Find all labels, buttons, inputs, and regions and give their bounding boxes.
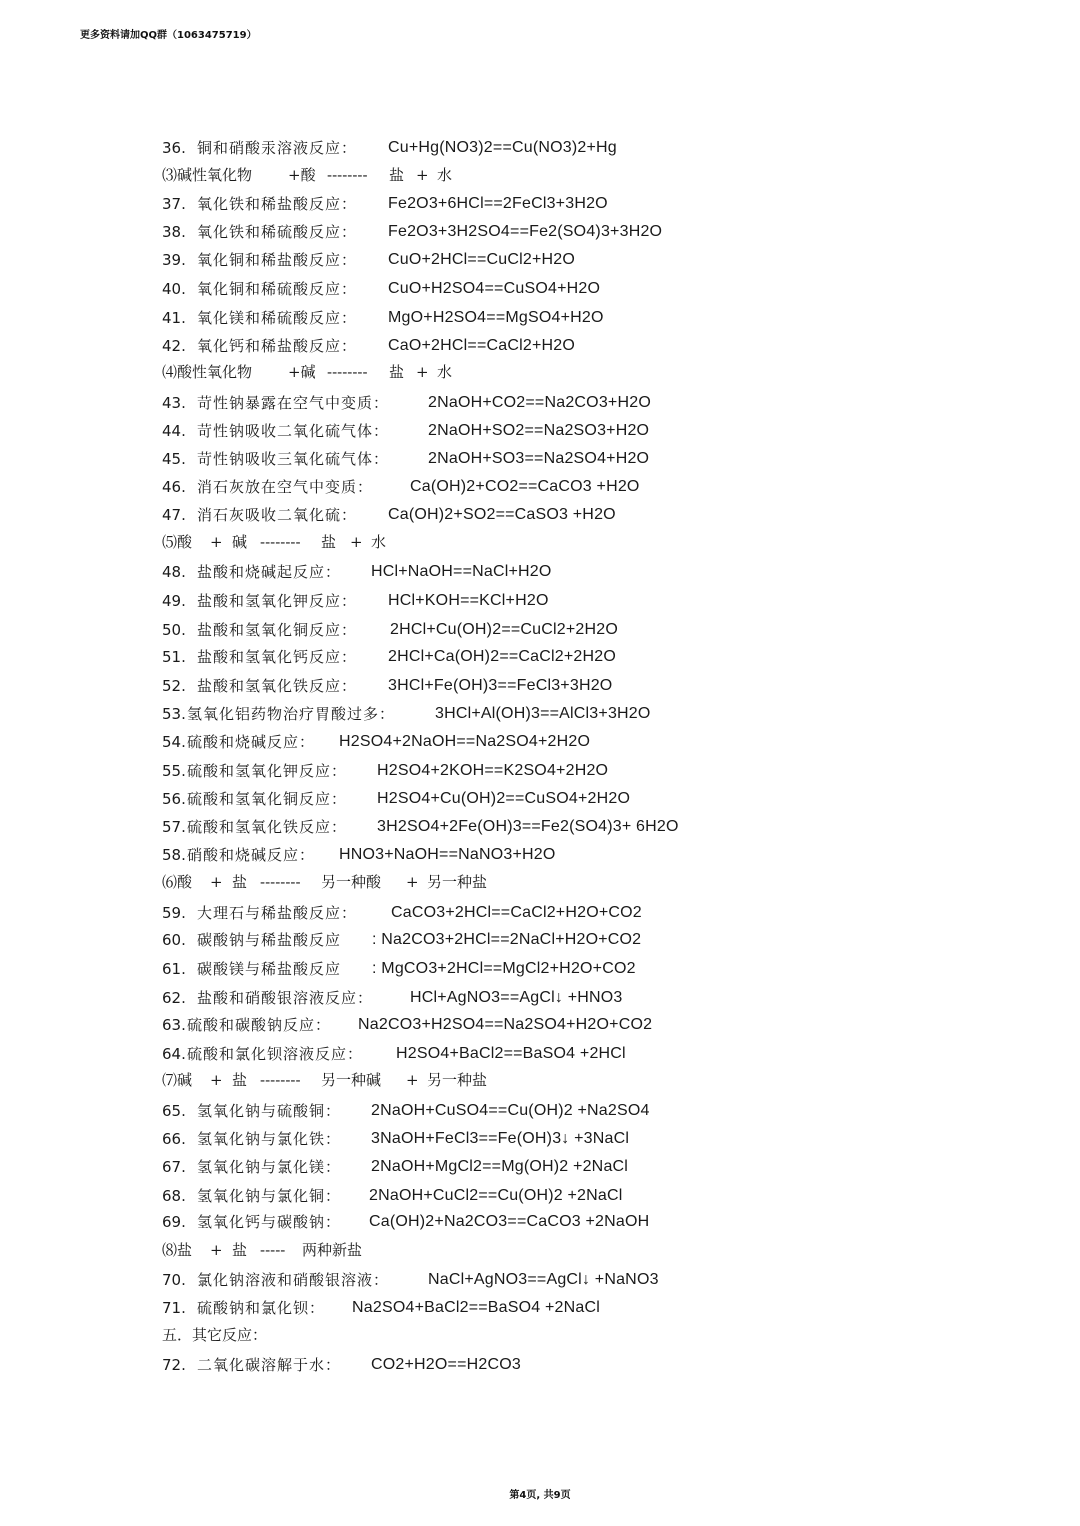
item-number: 71. [162, 1299, 186, 1317]
reaction-description: 盐酸和氢氧化钾反应： [197, 592, 358, 610]
item-number: 57. [162, 818, 186, 836]
chemical-equation: : Na2CO3+2HCl==2NaCl+H2O+CO2 [372, 931, 642, 948]
page-footer: 第4页, 共9页 [509, 1490, 571, 1501]
reaction-description: 氧化铜和稀盐酸反应： [197, 251, 358, 269]
chemical-equation: HNO3+NaOH==NaNO3+H2O [339, 846, 556, 863]
item-number: 51. [162, 648, 186, 666]
section-heading-part: + [406, 873, 419, 891]
item-number: 49. [162, 592, 186, 610]
item-number: 68. [162, 1187, 186, 1205]
chemical-equation: CaO+2HCl==CaCl2+H2O [388, 337, 575, 354]
item-number: 55. [162, 762, 186, 780]
reaction-description: 硫酸和氢氧化铜反应： [187, 790, 348, 808]
item-number: 62. [162, 989, 186, 1007]
reaction-description: 硫酸钠和氯化钡： [197, 1299, 326, 1317]
chemical-equation: Ca(OH)2+CO2==CaCO3 +H2O [410, 478, 640, 495]
reaction-description: 盐酸和氢氧化铁反应： [197, 677, 358, 695]
item-number: 65. [162, 1102, 186, 1120]
reaction-description: 氢氧化钠与氯化镁： [197, 1158, 342, 1176]
section-heading-part: 碱 [232, 533, 248, 551]
item-number: 48. [162, 563, 186, 581]
item-number: 66. [162, 1130, 186, 1148]
chemical-equation: MgO+H2SO4==MgSO4+H2O [388, 309, 604, 326]
section-heading-part: + [210, 1241, 223, 1259]
reaction-description: 硝酸和烧碱反应： [187, 846, 316, 864]
section-heading-part: 盐 [321, 533, 337, 551]
section-heading-part: -------- [260, 533, 301, 551]
item-number: 70. [162, 1271, 186, 1289]
section-heading-part: ⑺碱 [162, 1071, 193, 1089]
chemical-equation: 3HCl+Fe(OH)3==FeCl3+3H2O [388, 677, 613, 694]
chemical-equation: 2HCl+Ca(OH)2==CaCl2+2H2O [388, 648, 617, 665]
item-number: 59. [162, 904, 186, 922]
chemical-equation: H2SO4+Cu(OH)2==CuSO4+2H2O [377, 790, 631, 807]
section-heading-part: + [350, 533, 363, 551]
section-heading-part: + [210, 1071, 223, 1089]
section-heading-part: 两种新盐 [302, 1241, 363, 1259]
section-heading-part: 水 [371, 533, 387, 551]
reaction-description: 苛性钠吸收二氧化硫气体： [197, 422, 390, 440]
item-number: 43. [162, 394, 186, 412]
item-number: 52. [162, 677, 186, 695]
reaction-description: 盐酸和硝酸银溶液反应： [197, 989, 374, 1007]
chemical-equation: 2NaOH+MgCl2==Mg(OH)2 +2NaCl [371, 1158, 629, 1175]
section-heading-part: + [406, 1071, 419, 1089]
item-number: 56. [162, 790, 186, 808]
reaction-description: 盐酸和氢氧化铜反应： [197, 621, 358, 639]
section-heading-part: 盐 [389, 363, 405, 381]
reaction-description: 氧化铁和稀硫酸反应： [197, 223, 358, 241]
section-heading-part: -------- [327, 363, 368, 381]
chemical-equation: HCl+AgNO3==AgCl↓ +HNO3 [410, 989, 623, 1006]
section-heading-part: 另一种酸 [321, 873, 382, 891]
item-number: 53. [162, 705, 186, 723]
item-number: 46. [162, 478, 186, 496]
reaction-description: 氢氧化钠与氯化铁： [197, 1130, 342, 1148]
reaction-description: 硫酸和氯化钡溶液反应： [187, 1045, 364, 1063]
item-number: 54. [162, 733, 186, 751]
chemical-equation: 2NaOH+CO2==Na2CO3+H2O [428, 394, 651, 411]
chemical-equation: H2SO4+2NaOH==Na2SO4+2H2O [339, 733, 591, 750]
section-heading-part: 另一种碱 [321, 1071, 382, 1089]
item-number: 40. [162, 280, 186, 298]
section-heading-part: -------- [327, 166, 368, 184]
chemical-equation: 2NaOH+SO2==Na2SO3+H2O [428, 422, 650, 439]
item-number: 67. [162, 1158, 186, 1176]
reaction-description: 消石灰放在空气中变质： [197, 478, 374, 496]
reaction-description: 铜和硝酸汞溶液反应： [197, 139, 358, 157]
header-note: 更多资料请加QQ群（1063475719） [80, 30, 257, 41]
section-heading-part: ⑷酸性氧化物 [162, 363, 253, 381]
section-heading-part: 盐 [389, 166, 405, 184]
section-heading-part: + [210, 533, 223, 551]
chemical-equation: 3H2SO4+2Fe(OH)3==Fe2(SO4)3+ 6H2O [377, 818, 679, 835]
reaction-description: 氢氧化钠与氯化铜： [197, 1187, 342, 1205]
section-heading-part: ⑸酸 [162, 533, 193, 551]
chemical-equation: Ca(OH)2+Na2CO3==CaCO3 +2NaOH [369, 1213, 650, 1230]
reaction-description: 盐酸和氢氧化钙反应： [197, 648, 358, 666]
chemical-equation: Na2CO3+H2SO4==Na2SO4+H2O+CO2 [358, 1016, 653, 1033]
chemical-equation: CaCO3+2HCl==CaCl2+H2O+CO2 [391, 904, 642, 921]
section-heading-part: 另一种盐 [427, 873, 488, 891]
reaction-description: 二氧化碳溶解于水： [197, 1356, 342, 1374]
item-number: 69. [162, 1213, 186, 1231]
chemical-equation: H2SO4+2KOH==K2SO4+2H2O [377, 762, 609, 779]
reaction-description: 氢氧化铝药物治疗胃酸过多： [187, 705, 396, 723]
chemical-equation: Ca(OH)2+SO2==CaSO3 +H2O [388, 506, 616, 523]
chemical-equation: Cu+Hg(NO3)2==Cu(NO3)2+Hg [388, 139, 617, 156]
chemical-equation: CuO+H2SO4==CuSO4+H2O [388, 280, 601, 297]
reaction-description: 氯化钠溶液和硝酸银溶液： [197, 1271, 390, 1289]
chemical-equation: 2HCl+Cu(OH)2==CuCl2+2H2O [390, 621, 619, 638]
chemical-equation: Na2SO4+BaCl2==BaSO4 +2NaCl [352, 1299, 601, 1316]
section-heading-part: 盐 [232, 1071, 248, 1089]
item-number: 72. [162, 1356, 186, 1374]
item-number: 42. [162, 337, 186, 355]
chemical-equation: 3NaOH+FeCl3==Fe(OH)3↓ +3NaCl [371, 1130, 630, 1147]
reaction-description: 氢氧化钠与硫酸铜： [197, 1102, 342, 1120]
chemical-equation: CuO+2HCl==CuCl2+H2O [388, 251, 575, 268]
item-number: 36. [162, 139, 186, 157]
reaction-description: 碳酸钠与稀盐酸反应 [197, 931, 342, 949]
item-number: 38. [162, 223, 186, 241]
reaction-description: 消石灰吸收二氧化硫： [197, 506, 358, 524]
reaction-description: 苛性钠吸收三氧化硫气体： [197, 450, 390, 468]
section-heading-part: -------- [260, 873, 301, 891]
item-number: 47. [162, 506, 186, 524]
section-heading-part: 五．其它反应： [162, 1326, 268, 1344]
chemical-equation: H2SO4+BaCl2==BaSO4 +2HCl [396, 1045, 626, 1062]
item-number: 45. [162, 450, 186, 468]
section-heading-part: 水 [437, 363, 453, 381]
item-number: 41. [162, 309, 186, 327]
chemical-equation: NaCl+AgNO3==AgCl↓ +NaNO3 [428, 1271, 659, 1288]
item-number: 63. [162, 1016, 186, 1034]
chemical-equation: 2NaOH+SO3==Na2SO4+H2O [428, 450, 650, 467]
section-heading-part: ⑻盐 [162, 1241, 193, 1259]
chemical-equation: : MgCO3+2HCl==MgCl2+H2O+CO2 [372, 960, 636, 977]
reaction-description: 碳酸镁与稀盐酸反应 [197, 960, 342, 978]
section-heading-part: 盐 [232, 873, 248, 891]
reaction-description: 盐酸和烧碱起反应： [197, 563, 342, 581]
item-number: 39. [162, 251, 186, 269]
section-heading-part: 水 [437, 166, 453, 184]
reaction-description: 硫酸和碳酸钠反应： [187, 1016, 332, 1034]
section-heading-part: ⑶碱性氧化物 [162, 166, 253, 184]
item-number: 44. [162, 422, 186, 440]
item-number: 61. [162, 960, 186, 978]
reaction-description: 硫酸和氢氧化钾反应： [187, 762, 348, 780]
section-heading-part: + [210, 873, 223, 891]
chemical-equation: HCl+NaOH==NaCl+H2O [371, 563, 552, 580]
chemical-equation: CO2+H2O==H2CO3 [371, 1356, 521, 1373]
chemical-equation: Fe2O3+6HCl==2FeCl3+3H2O [388, 195, 608, 212]
chemical-equation: 3HCl+Al(OH)3==AlCl3+3H2O [435, 705, 651, 722]
chemical-equation: HCl+KOH==KCl+H2O [388, 592, 549, 609]
section-heading-part: + [416, 166, 429, 184]
section-heading-part: +酸 [288, 166, 316, 184]
section-heading-part: ⑹酸 [162, 873, 193, 891]
reaction-description: 氧化镁和稀硫酸反应： [197, 309, 358, 327]
chemical-equation: 2NaOH+CuCl2==Cu(OH)2 +2NaCl [369, 1187, 623, 1204]
reaction-description: 氧化铁和稀盐酸反应： [197, 195, 358, 213]
chemical-equation: Fe2O3+3H2SO4==Fe2(SO4)3+3H2O [388, 223, 663, 240]
section-heading-part: ----- [260, 1241, 286, 1259]
item-number: 37. [162, 195, 186, 213]
reaction-description: 硫酸和氢氧化铁反应： [187, 818, 348, 836]
reaction-description: 硫酸和烧碱反应： [187, 733, 316, 751]
chemical-equation: 2NaOH+CuSO4==Cu(OH)2 +Na2SO4 [371, 1102, 650, 1119]
reaction-description: 氧化铜和稀硫酸反应： [197, 280, 358, 298]
item-number: 60. [162, 931, 186, 949]
item-number: 58. [162, 846, 186, 864]
reaction-description: 氢氧化钙与碳酸钠： [197, 1213, 342, 1231]
item-number: 64. [162, 1045, 186, 1063]
reaction-description: 氧化钙和稀盐酸反应： [197, 337, 358, 355]
section-heading-part: 另一种盐 [427, 1071, 488, 1089]
section-heading-part: -------- [260, 1071, 301, 1089]
section-heading-part: +碱 [288, 363, 316, 381]
item-number: 50. [162, 621, 186, 639]
reaction-description: 苛性钠暴露在空气中变质： [197, 394, 390, 412]
section-heading-part: 盐 [232, 1241, 248, 1259]
reaction-description: 大理石与稀盐酸反应： [197, 904, 358, 922]
section-heading-part: + [416, 363, 429, 381]
